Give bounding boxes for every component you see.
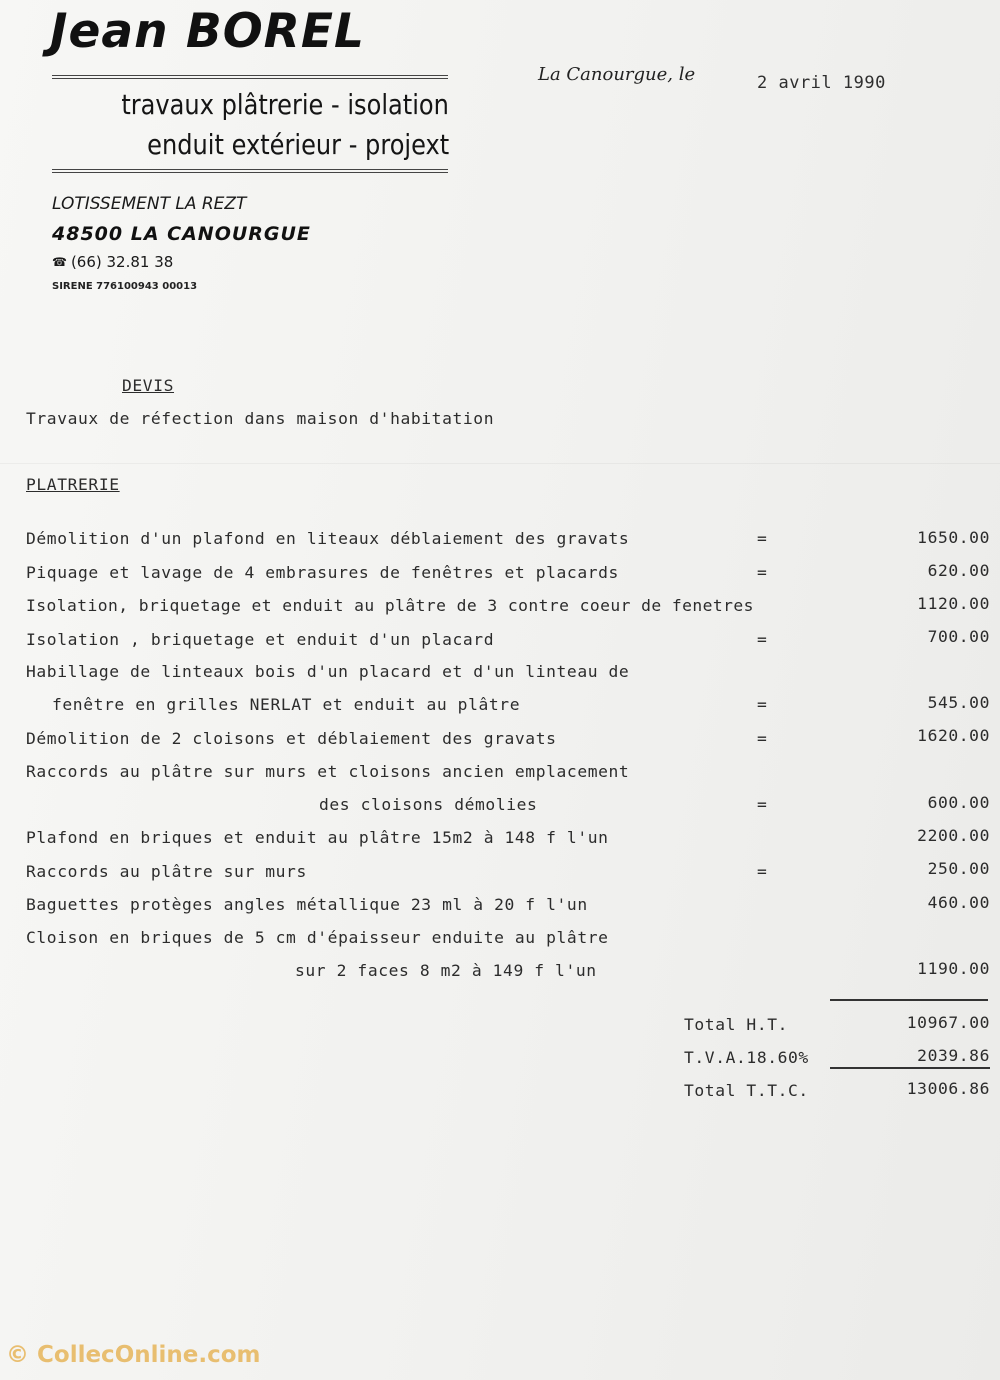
company-name: Jean BOREL	[50, 4, 365, 59]
total-ttc-value: 13006.86	[906, 1079, 990, 1098]
trade-line-2: enduit extérieur - projext	[146, 128, 449, 161]
item-amount: 460.00	[927, 893, 990, 912]
item-description: des cloisons démolies	[319, 795, 538, 814]
tva-value: 2039.86	[917, 1046, 990, 1065]
equals-sign: =	[757, 729, 767, 748]
item-description: Raccords au plâtre sur murs	[26, 862, 307, 881]
equals-sign: =	[757, 695, 767, 714]
total-ht-value: 10967.00	[906, 1013, 990, 1032]
item-amount: 1620.00	[917, 726, 990, 745]
phone-number	[52, 253, 173, 271]
equals-sign: =	[757, 529, 767, 548]
item-description: Habillage de linteaux bois d'un placard et d'un linteau de	[26, 662, 630, 681]
item-amount: 1650.00	[917, 528, 990, 547]
item-description: Démolition de 2 cloisons et déblaiement des gravats	[26, 729, 557, 748]
equals-sign: =	[757, 795, 767, 814]
telephone-icon: ☎	[52, 255, 67, 269]
item-amount: 600.00	[927, 793, 990, 812]
document-date: 2 avril 1990	[757, 73, 886, 93]
equals-sign: =	[757, 630, 767, 649]
item-description: fenêtre en grilles NERLAT et enduit au plâtre	[52, 695, 521, 714]
item-amount: 1190.00	[917, 959, 990, 978]
totals-rule-bottom	[830, 1067, 990, 1069]
item-description: sur 2 faces 8 m2 à 149 f l'un	[295, 961, 597, 980]
trade-line-1: travaux plâtrerie - isolation	[121, 88, 449, 121]
item-amount: 545.00	[927, 693, 990, 712]
item-description: Piquage et lavage de 4 embrasures de fenêtres et placards	[26, 563, 619, 582]
phone-text: (66) 32.81 38	[70, 253, 174, 271]
item-description: Cloison en briques de 5 cm d'épaisseur enduite au plâtre	[26, 928, 609, 947]
tva-label: T.V.A.18.60%	[684, 1048, 809, 1067]
item-amount: 250.00	[927, 859, 990, 878]
document-subtitle: Travaux de réfection dans maison d'habitation	[26, 409, 495, 428]
item-description: Isolation, briquetage et enduit au plâtre de 3 contre coeur de fenetres	[26, 596, 754, 615]
section-heading: PLATRERIE	[26, 475, 120, 494]
item-description: Raccords au plâtre sur murs et cloisons ancien emplacement	[26, 762, 630, 781]
letterhead-rule-top	[52, 75, 448, 79]
item-description: Démolition d'un plafond en liteaux déblaiement des gravats	[26, 529, 630, 548]
sirene-number: SIRENE 776100943 00013	[52, 281, 198, 292]
item-description: Plafond en briques et enduit au plâtre 15m2 à 148 f l'un	[26, 828, 609, 847]
total-ttc-label: Total T.T.C.	[684, 1081, 809, 1100]
paper-fold	[0, 463, 1000, 464]
watermark: © CollecOnline.com	[6, 1342, 261, 1368]
equals-sign: =	[757, 862, 767, 881]
total-ht-label: Total H.T.	[684, 1015, 789, 1034]
document-title: DEVIS	[122, 376, 175, 395]
address-line-2: 48500 LA CANOURGUE	[52, 223, 311, 245]
equals-sign: =	[757, 563, 767, 582]
place-label: La Canourgue, le	[538, 64, 696, 85]
item-amount: 700.00	[927, 627, 990, 646]
item-amount: 620.00	[927, 561, 990, 580]
item-amount: 1120.00	[917, 594, 990, 613]
totals-rule-top	[830, 999, 988, 1001]
item-description: Isolation , briquetage et enduit d'un placard	[26, 630, 495, 649]
letterhead-rule-bottom	[52, 169, 448, 173]
address-line-1: LOTISSEMENT LA REZT	[52, 194, 247, 214]
item-amount: 2200.00	[917, 826, 990, 845]
item-description: Baguettes protèges angles métallique 23 ml à 20 f l'un	[26, 895, 588, 914]
